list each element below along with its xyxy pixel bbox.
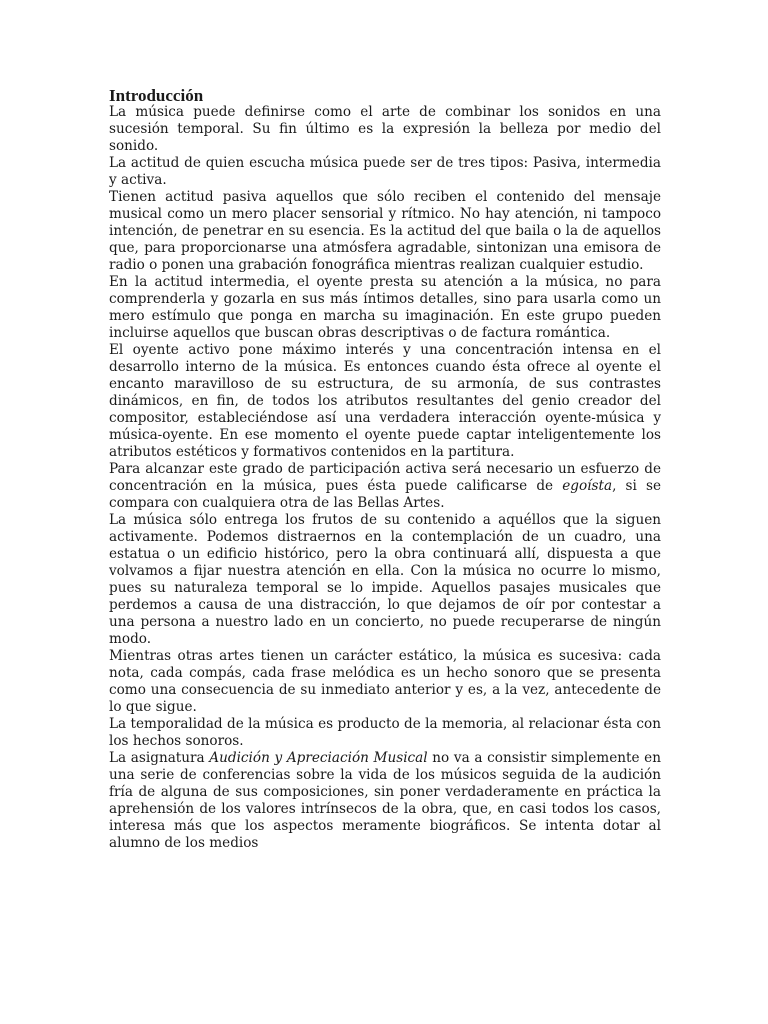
paragraph-text: El oyente activo pone máximo interés y una concentración intensa en el desarrollo interno de la música. Es entonces cuando ésta ofrece al oyente el encanto maravilloso de su estructura, de su armonía, de sus contrastes dinámicos, en fin, de todos los atributos resultantes del genio creador del compositor, estableciéndose así una verdadera interacción oyente-música y música-oyente. En ese momento el oyente puede captar inteligentemente los atributos estéticos y formativos contenidos en la partitura.	[109, 342, 661, 460]
paragraph-intermediate-attitude	[109, 274, 661, 342]
paragraph-music-delivery	[109, 512, 661, 648]
paragraph-text: La temporalidad de la música es producto de la memoria, al relacionar ésta con los hechos sonoros.	[109, 716, 661, 749]
paragraph-temporality	[109, 716, 661, 750]
paragraph-text: La actitud de quien escucha música puede ser de tres tipos: Pasiva, intermedia y activa.	[109, 155, 661, 188]
paragraph-text: Para alcanzar este grado de participación activa será necesario un esfuerzo de concentración en la música, pues ésta puede calificarse de	[109, 461, 661, 494]
document-page	[109, 86, 661, 852]
italic-term: egoísta	[562, 478, 613, 494]
document-title: Introducción	[109, 86, 204, 105]
paragraph-text: Mientras otras artes tienen un carácter estático, la música es sucesiva: cada nota, cada compás, cada frase melódica es un hecho sonoro que se presenta como una consecuencia de su inmediato anterior y es, a la vez, antecedente de lo que sigue.	[109, 648, 661, 715]
paragraph-text: En la actitud intermedia, el oyente presta su atención a la música, no para comprenderla y gozarla en sus más íntimos detalles, sino para usarla como un mero estímulo que ponga en marcha su imaginación. En este grupo pueden incluirse aquellos que buscan obras descriptivas o de factura romántica.	[109, 274, 661, 341]
paragraph-text: La música puede definirse como el arte de combinar los sonidos en una sucesión temporal. Su fin último es la expresión la belleza por medio del sonido.	[109, 104, 661, 154]
paragraph-text: no va a consistir simplemente en una serie de conferencias sobre la vida de los músicos seguida de la audición fría de alguna de sus composiciones, sin poner verdaderamente en práctica la aprehensión de los valores intrínsecos de la obra, que, en casi todos los casos, interesa más que los aspectos meramente biográficos. Se intenta dotar al alumno de los medios	[109, 750, 661, 851]
paragraph-text: , si se compara con cualquiera otra de las Bellas Artes.	[109, 478, 662, 511]
paragraph-text: La música sólo entrega los frutos de su contenido a aquéllos que la siguen activamente. Podemos distraernos en la contemplación de un cuadro, una estatua o un edificio histórico, pero la obra continuará allí, dispuesta a que volvamos a fijar nuestra atención en ella. Con la música no ocurre lo mismo, pues su naturaleza temporal se lo impide. Aquellos pasajes musicales que perdemos a causa de una distracción, lo que dejamos de oír por contestar a una persona a nuestro lado en un concierto, no puede recuperarse de ningún modo.	[109, 512, 661, 647]
paragraph-concentration	[109, 461, 661, 512]
paragraph-text: Tienen actitud pasiva aquellos que sólo reciben el contenido del mensaje musical como un mero placer sensorial y rítmico. No hay atención, ni tampoco intención, de penetrar en su esencia. Es la actitud del que baila o la de aquellos que, para proporcionarse una atmósfera agradable, sintonizan una emisora de radio o ponen una grabación fonográfica mientras realizan cualquier estudio.	[109, 189, 661, 273]
paragraph-passive-attitude	[109, 189, 661, 274]
italic-course-name: Audición y Apreciación Musical	[209, 750, 428, 766]
paragraph-active-listener	[109, 342, 661, 461]
paragraph-definition	[109, 104, 661, 155]
paragraph-listening-types	[109, 155, 661, 189]
paragraph-text: La asignatura	[109, 750, 210, 766]
paragraph-course	[109, 750, 661, 852]
paragraph-successive-art	[109, 648, 661, 716]
